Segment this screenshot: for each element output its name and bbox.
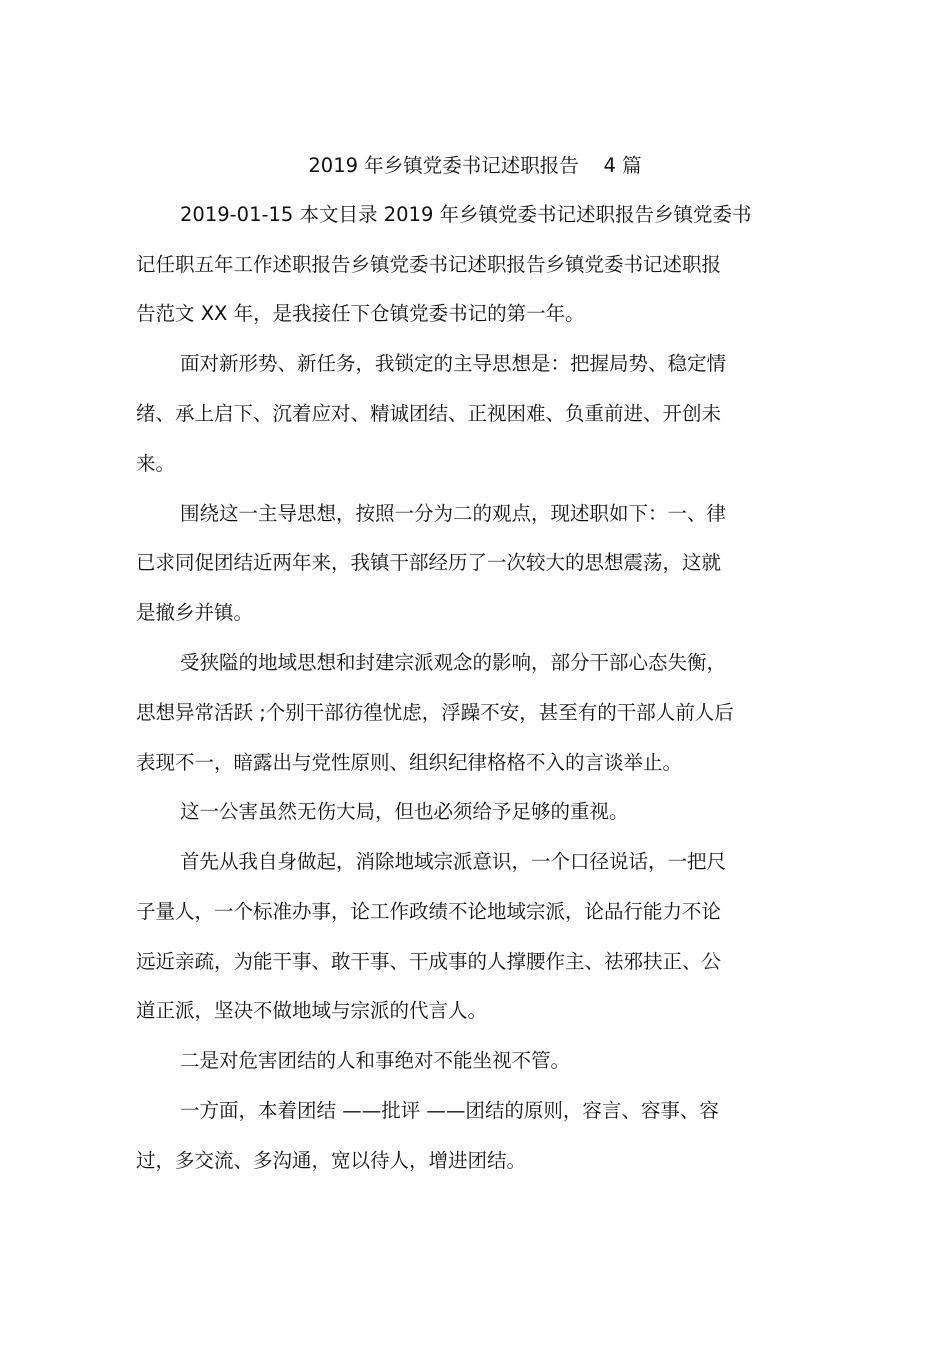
paragraph-4-line-2: 思想异常活跃 ;个别干部彷徨忧虑，浮躁不安，甚至有的干部人前人后	[136, 701, 734, 724]
paragraph-6-line-4: 道正派，坚决不做地域与宗派的代言人。	[136, 999, 488, 1022]
paragraph-6-line-1: 首先从我自身做起，消除地域宗派意识，一个口径说话，一把尺	[180, 850, 727, 873]
paragraph-4-line-3: 表现不一，暗露出与党性原则、组织纪律格格不入的言谈举止。	[136, 751, 683, 774]
paragraph-1-line-3: 告范文 XX 年，是我接任下仓镇党委书记的第一年。	[136, 302, 585, 325]
paragraph-1-line-2: 记任职五年工作述职报告乡镇党委书记述职报告乡镇党委书记述职报	[136, 253, 722, 276]
paragraph-6-line-3: 远近亲疏，为能干事、敢干事、干成事的人撑腰作主、祛邪扶正、公	[136, 950, 722, 973]
paragraph-8-line-2: 过，多交流、多沟通，宽以待人，增进团结。	[136, 1149, 527, 1172]
paragraph-6-line-2: 子量人，一个标准办事，论工作政绩不论地域宗派，论品行能力不论	[136, 900, 722, 923]
paragraph-3-line-3: 是撤乡并镇。	[136, 601, 254, 624]
paragraph-4-line-1: 受狭隘的地域思想和封建宗派观念的影响，部分干部心态失衡，	[180, 651, 727, 674]
paragraph-2-line-3: 来。	[136, 452, 176, 475]
paragraph-7-line-1: 二是对危害团结的人和事绝对不能坐视不管。	[180, 1049, 571, 1072]
paragraph-8-line-1: 一方面，本着团结 ——批评 ——团结的原则，容言、容事、容	[180, 1099, 719, 1122]
paragraph-3-line-1: 围绕这一主导思想，按照一分为二的观点，现述职如下：一、律	[180, 502, 727, 525]
paragraph-1-line-1: 2019-01-15 本文目录 2019 年乡镇党委书记述职报告乡镇党委书	[180, 203, 752, 226]
document-title: 2019 年乡镇党委书记述职报告 4 篇	[308, 154, 642, 177]
paragraph-2-line-2: 绪、承上启下、沉着应对、精诚团结、正视困难、负重前进、开创未	[136, 402, 722, 425]
paragraph-2-line-1: 面对新形势、新任务，我锁定的主导思想是：把握局势、稳定情	[180, 352, 727, 375]
paragraph-3-line-2: 已求同促团结近两年来，我镇干部经历了一次较大的思想震荡，这就	[136, 551, 722, 574]
paragraph-5-line-1: 这一公害虽然无伤大局，但也必须给予足够的重视。	[180, 800, 629, 823]
